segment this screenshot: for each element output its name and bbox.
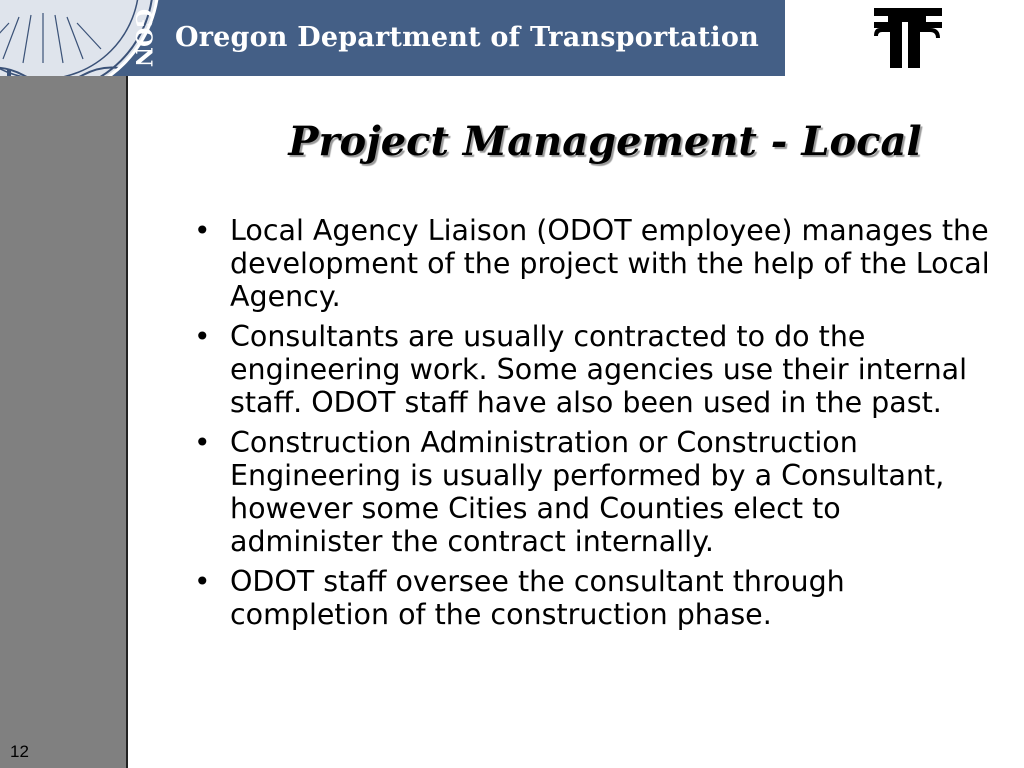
bullet-item — [188, 426, 998, 558]
bullet-icon: • — [194, 214, 211, 247]
bullet-item — [188, 320, 998, 419]
bullet-icon: • — [194, 565, 211, 598]
bullet-text: ODOT staff oversee the consultant through completion of the construction phase. — [230, 565, 845, 631]
seal-text: GON — [130, 8, 156, 68]
bullet-text: Local Agency Liaison (ODOT employee) manages the development of the project with the help of the Local Agency. — [230, 214, 990, 313]
left-sidebar — [0, 76, 128, 768]
bullet-icon: • — [194, 320, 211, 353]
bullet-text: Consultants are usually contracted to do the engineering work. Some agencies use their internal staff. ODOT staff have also been used in the past. — [230, 320, 968, 419]
organization-name: Oregon Department of Transportation — [175, 22, 759, 53]
page-number: 12 — [10, 742, 29, 761]
bullet-list — [188, 214, 998, 638]
bullet-item — [188, 214, 998, 313]
odot-logo-icon — [868, 4, 948, 72]
bullet-item — [188, 565, 998, 631]
bullet-text: Construction Administration or Construction Engineering is usually performed by a Consultant, however some Cities and Counties elect to administer the contract internally. — [230, 426, 945, 558]
bullet-icon: • — [194, 426, 211, 459]
header-banner — [0, 0, 785, 76]
slide-title: Project Management - Local — [288, 118, 922, 165]
